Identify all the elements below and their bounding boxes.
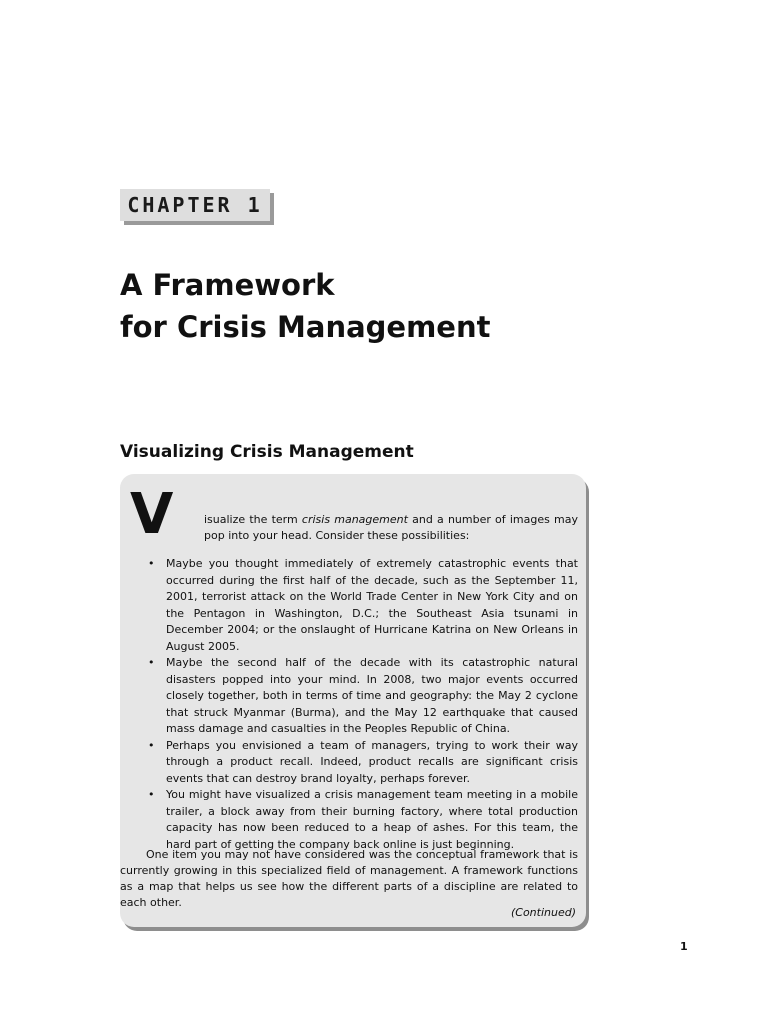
bullet-text: Perhaps you envisioned a team of managers, trying to work their way through a product recall. Indeed, product recalls are significant crisis events that can destroy brand loyalty, perhaps forever. (166, 738, 578, 785)
chapter-title-line-1: A Framework (120, 268, 335, 302)
bullet-text: You might have visualized a crisis management team meeting in a mobile trailer, a block away from their burning factory, where total production capacity has now been reduced to a heap of ashes. For this team, the hard part of getting the company back online is just beginning. (166, 788, 578, 851)
section-heading: Visualizing Crisis Management (120, 442, 414, 462)
bullet-dot-icon: • (148, 557, 155, 570)
bullet-dot-icon: • (148, 738, 155, 752)
bullet-dot-icon: • (148, 788, 155, 801)
chapter-title-line-2: for Crisis Management (120, 310, 491, 344)
chapter-label: CHAPTER 1 (127, 193, 263, 217)
bullet-item (148, 556, 578, 655)
bullet-item (148, 787, 578, 853)
intro-text-end: and a number of images may pop into your head. Consider these possibilities: (204, 513, 578, 542)
closing-paragraph: One item you may not have considered was the conceptual framework that is currently growing in this specialized field of management. A framework functions as a map that helps us see how the different parts of a discipline are related to each other. (120, 848, 578, 909)
intro-emphasis: crisis management (301, 513, 408, 526)
chapter-title (120, 264, 491, 348)
bullet-dot-icon: • (148, 656, 155, 669)
drop-cap: V (130, 482, 174, 547)
page-number: 1 (680, 940, 688, 953)
intro-paragraph (204, 512, 578, 544)
intro-text-start: isualize the term (204, 513, 302, 526)
bullet-list (148, 556, 578, 853)
continued-note: (Continued) (510, 906, 576, 919)
bullet-item (148, 655, 578, 738)
bullet-text: Maybe you thought immediately of extremely catastrophic events that occurred during the first half of the decade, such as the September 11, 2001, terrorist attack on the World Trade Center in New York City and on the Pentagon in Washington, D.C.; the Southeast Asia tsunami in December 2004; or the onslaught of Hurricane Katrina on New Orleans in August 2005. (166, 557, 578, 653)
chapter-badge (120, 189, 270, 221)
sidebar-box (120, 474, 586, 927)
bullet-item (148, 738, 578, 788)
bullet-text: Maybe the second half of the decade with its catastrophic natural disasters popped into your mind. In 2008, two major events occurred closely together, both in terms of time and geography: the May 2 cyclone that struck Myanmar (Burma), and the May 12 earthquake that caused mass damage and casualties in the Peoples Republic of China. (166, 656, 578, 735)
